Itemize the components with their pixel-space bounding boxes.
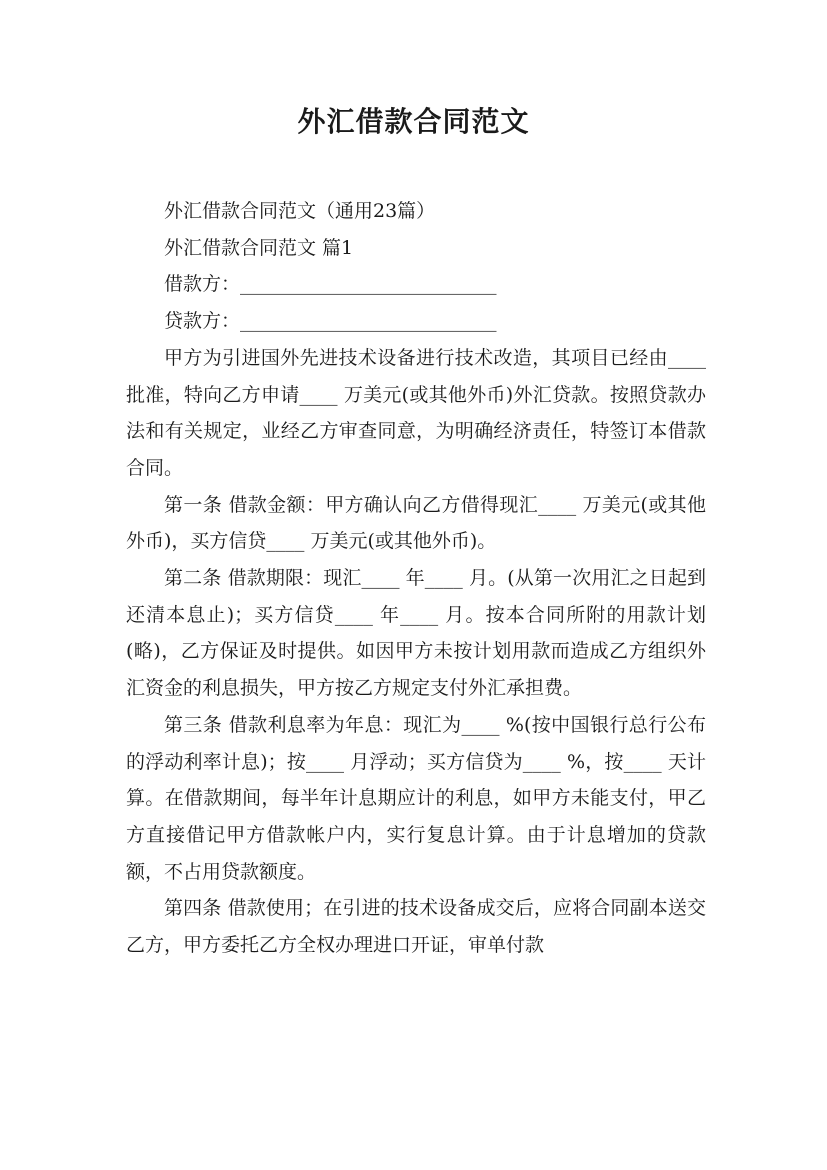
- paragraph-section-heading: 外汇借款合同范文 篇1: [164, 236, 354, 259]
- document-body: [126, 193, 706, 964]
- paragraph-preamble: 甲方为引进国外先进技术设备进行技术改造，其项目已经由____ 批准，特向乙方申请____ 万美元(或其他外币)外汇贷款。按照贷款办法和有关规定，业经乙方审查同意，为明确经济责任，特签订本借款合同。: [126, 346, 706, 479]
- paragraph-article-2: 第二条 借款期限：现汇____ 年____ 月。(从第一次用汇之日起到还清本息止)；买方信贷____ 年____ 月。按本合同所附的用款计划(略)，乙方保证及时提供。如因甲方未按计划用款而造成乙方组织外汇资金的利息损失，甲方按乙方规定支付外汇承担费。: [126, 567, 706, 700]
- paragraph-article-3: 第三条 借款利息率为年息：现汇为____ %(按中国银行总行公布的浮动利率计息)；按____ 月浮动；买方信贷为____ %，按____ 天计算。在借款期间，每半年计息期应计的利息，如甲方未能支付，甲乙方直接借记甲方借款帐户内，实行复息计算。由于计息增加的贷款额，不占用贷款额度。: [126, 713, 706, 883]
- paragraph-lender: 贷款方：___________________________: [164, 310, 497, 333]
- paragraph-subtitle: 外汇借款合同范文（通用23篇）: [164, 200, 436, 222]
- document-title: 外汇借款合同范文: [297, 105, 530, 138]
- paragraph-borrower: 借款方：___________________________: [164, 273, 497, 296]
- paragraph-article-1: 第一条 借款金额：甲方确认向乙方借得现汇____ 万美元(或其他外币)，买方信贷____ 万美元(或其他外币)。: [126, 493, 706, 553]
- paragraph-article-4: 第四条 借款使用；在引进的技术设备成交后，应将合同副本送交乙方，甲方委托乙方全权办理进口开证，审单付款: [126, 897, 706, 957]
